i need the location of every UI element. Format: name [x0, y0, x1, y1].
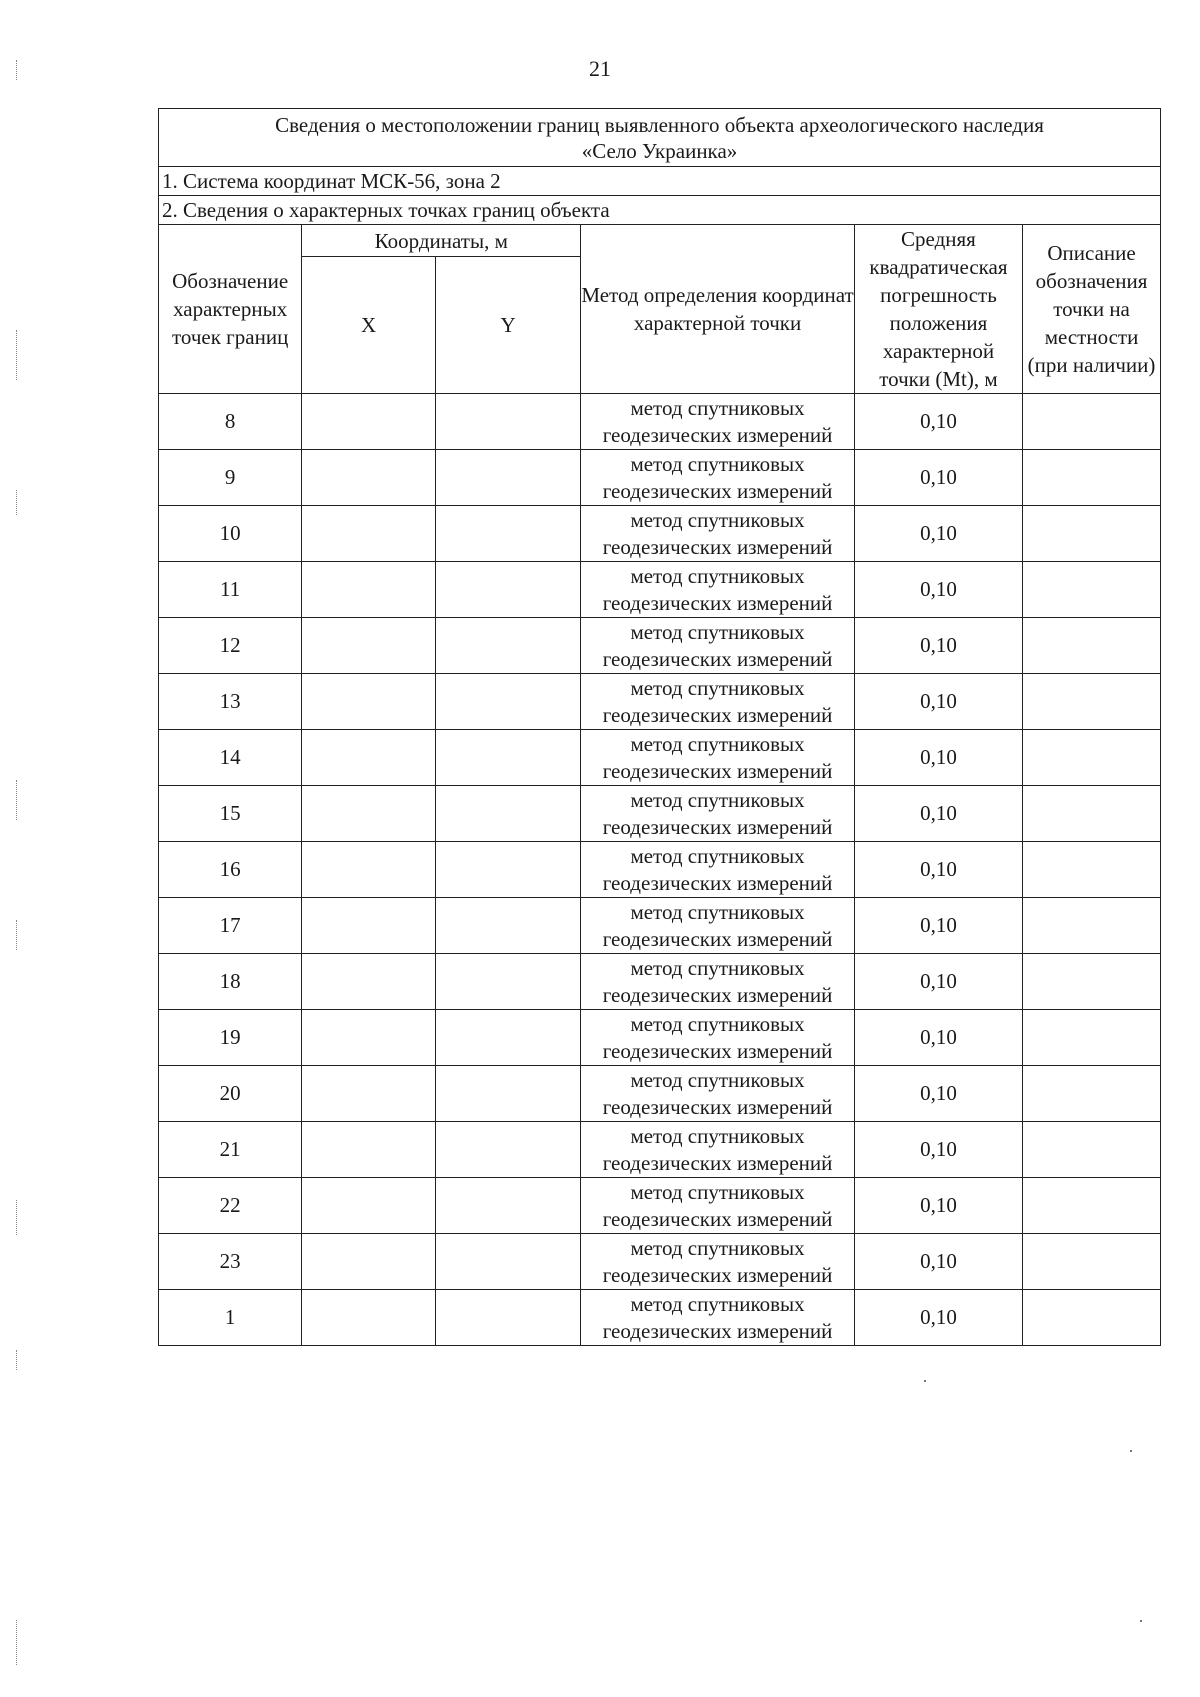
method-line-1: метод спутниковых — [630, 451, 805, 476]
header-x: X — [302, 257, 436, 394]
cell-method — [581, 1066, 855, 1122]
cell-description — [1023, 450, 1161, 506]
cell-point: 10 — [159, 506, 302, 562]
cell-description — [1023, 394, 1161, 450]
scan-margin-mark — [16, 60, 23, 80]
table-body — [159, 394, 1161, 1346]
document-sheet — [158, 108, 1161, 1346]
cell-error: 0,10 — [854, 1066, 1022, 1122]
header-error: Средняя квадратическая погрешность положения характерной точки (Mt), м — [854, 225, 1022, 394]
scan-margin-mark — [16, 330, 23, 380]
method-line-1: метод спутниковых — [630, 395, 805, 420]
cell-y — [435, 1290, 580, 1346]
cell-method — [581, 1290, 855, 1346]
cell-error: 0,10 — [854, 562, 1022, 618]
method-line-2: геодезических измерений — [602, 814, 833, 839]
cell-method — [581, 506, 855, 562]
cell-point: 15 — [159, 786, 302, 842]
cell-point: 21 — [159, 1122, 302, 1178]
cell-y — [435, 1066, 580, 1122]
cell-method — [581, 562, 855, 618]
cell-x — [302, 1010, 436, 1066]
cell-error: 0,10 — [854, 674, 1022, 730]
cell-error: 0,10 — [854, 1010, 1022, 1066]
cell-description — [1023, 786, 1161, 842]
cell-error: 0,10 — [854, 1234, 1022, 1290]
cell-method — [581, 618, 855, 674]
method-line-2: геодезических измерений — [602, 534, 833, 559]
method-line-2: геодезических измерений — [602, 1318, 833, 1343]
cell-x — [302, 1122, 436, 1178]
cell-y — [435, 954, 580, 1010]
method-line-1: метод спутниковых — [630, 1011, 805, 1036]
cell-error: 0,10 — [854, 618, 1022, 674]
cell-point: 14 — [159, 730, 302, 786]
cell-y — [435, 506, 580, 562]
cell-description — [1023, 1234, 1161, 1290]
cell-error: 0,10 — [854, 954, 1022, 1010]
table-row — [159, 1234, 1161, 1290]
table-row — [159, 1010, 1161, 1066]
method-line-1: метод спутниковых — [630, 731, 805, 756]
table-row — [159, 394, 1161, 450]
method-line-2: геодезических измерений — [602, 590, 833, 615]
method-line-2: геодезических измерений — [602, 982, 833, 1007]
document-title — [159, 109, 1160, 167]
cell-x — [302, 562, 436, 618]
cell-point: 1 — [159, 1290, 302, 1346]
cell-method — [581, 1122, 855, 1178]
cell-description — [1023, 1178, 1161, 1234]
cell-description — [1023, 1010, 1161, 1066]
cell-point: 17 — [159, 898, 302, 954]
scan-speck — [1140, 1620, 1142, 1622]
scan-speck — [924, 1380, 926, 1382]
cell-y — [435, 786, 580, 842]
cell-x — [302, 842, 436, 898]
cell-method — [581, 1234, 855, 1290]
method-line-1: метод спутниковых — [630, 1235, 805, 1260]
scan-margin-mark — [16, 490, 23, 515]
scan-margin-mark — [16, 1620, 23, 1665]
method-line-1: метод спутниковых — [630, 619, 805, 644]
cell-y — [435, 562, 580, 618]
cell-error: 0,10 — [854, 842, 1022, 898]
cell-y — [435, 618, 580, 674]
cell-description — [1023, 730, 1161, 786]
method-line-2: геодезических измерений — [602, 870, 833, 895]
title-line-2: «Село Украинка» — [581, 139, 738, 163]
cell-y — [435, 1122, 580, 1178]
cell-y — [435, 394, 580, 450]
cell-error: 0,10 — [854, 786, 1022, 842]
method-line-1: метод спутниковых — [630, 507, 805, 532]
method-line-1: метод спутниковых — [630, 1067, 805, 1092]
cell-y — [435, 730, 580, 786]
cell-y — [435, 450, 580, 506]
cell-method — [581, 730, 855, 786]
method-line-2: геодезических измерений — [602, 1150, 833, 1175]
cell-error: 0,10 — [854, 450, 1022, 506]
method-line-1: метод спутниковых — [630, 899, 805, 924]
cell-description — [1023, 842, 1161, 898]
table-row — [159, 898, 1161, 954]
cell-point: 20 — [159, 1066, 302, 1122]
method-line-2: геодезических измерений — [602, 758, 833, 783]
table-row — [159, 506, 1161, 562]
cell-point: 19 — [159, 1010, 302, 1066]
cell-error: 0,10 — [854, 730, 1022, 786]
cell-method — [581, 842, 855, 898]
method-line-2: геодезических измерений — [602, 1262, 833, 1287]
cell-x — [302, 1178, 436, 1234]
cell-point: 12 — [159, 618, 302, 674]
table-row — [159, 450, 1161, 506]
cell-method — [581, 1010, 855, 1066]
cell-method — [581, 450, 855, 506]
cell-error: 0,10 — [854, 1178, 1022, 1234]
cell-description — [1023, 898, 1161, 954]
cell-x — [302, 954, 436, 1010]
cell-error: 0,10 — [854, 1290, 1022, 1346]
cell-error: 0,10 — [854, 506, 1022, 562]
cell-x — [302, 1234, 436, 1290]
cell-method — [581, 1178, 855, 1234]
method-line-2: геодезических измерений — [602, 1206, 833, 1231]
header-designation: Обозначение характерных точек границ — [159, 225, 302, 394]
method-line-1: метод спутниковых — [630, 955, 805, 980]
table-row — [159, 674, 1161, 730]
cell-point: 9 — [159, 450, 302, 506]
cell-description — [1023, 1066, 1161, 1122]
header-description: Описание обозначения точки на местности (при наличии) — [1023, 225, 1161, 394]
method-line-1: метод спутниковых — [630, 675, 805, 700]
cell-x — [302, 618, 436, 674]
cell-x — [302, 786, 436, 842]
cell-description — [1023, 506, 1161, 562]
cell-point: 11 — [159, 562, 302, 618]
cell-method — [581, 898, 855, 954]
table-row — [159, 1290, 1161, 1346]
method-line-2: геодезических измерений — [602, 702, 833, 727]
scan-speck — [1130, 1450, 1132, 1452]
cell-description — [1023, 562, 1161, 618]
cell-description — [1023, 674, 1161, 730]
cell-point: 22 — [159, 1178, 302, 1234]
coordinate-system-line: 1. Система координат МСК-56, зона 2 — [159, 167, 1160, 196]
cell-method — [581, 394, 855, 450]
cell-description — [1023, 954, 1161, 1010]
cell-point: 23 — [159, 1234, 302, 1290]
cell-y — [435, 898, 580, 954]
cell-x — [302, 1290, 436, 1346]
cell-x — [302, 1066, 436, 1122]
header-coordinates: Координаты, м — [302, 225, 581, 257]
header-method: Метод определения координат характерной точки — [581, 225, 855, 394]
table-header-block — [158, 108, 1161, 225]
cell-x — [302, 506, 436, 562]
cell-error: 0,10 — [854, 898, 1022, 954]
cell-point: 18 — [159, 954, 302, 1010]
cell-point: 8 — [159, 394, 302, 450]
scan-margin-mark — [16, 1350, 23, 1370]
cell-y — [435, 1178, 580, 1234]
boundary-points-table — [158, 225, 1161, 1346]
points-section-line: 2. Сведения о характерных точках границ объекта — [159, 196, 1160, 225]
cell-y — [435, 674, 580, 730]
page-number: 21 — [589, 56, 611, 81]
method-line-2: геодезических измерений — [602, 646, 833, 671]
scan-margin-mark — [16, 920, 23, 950]
cell-x — [302, 394, 436, 450]
method-line-2: геодезических измерений — [602, 926, 833, 951]
method-line-1: метод спутниковых — [630, 1123, 805, 1148]
table-row — [159, 842, 1161, 898]
cell-x — [302, 730, 436, 786]
table-row — [159, 618, 1161, 674]
method-line-1: метод спутниковых — [630, 1179, 805, 1204]
cell-point: 13 — [159, 674, 302, 730]
method-line-2: геодезических измерений — [602, 1038, 833, 1063]
cell-method — [581, 674, 855, 730]
table-row — [159, 730, 1161, 786]
cell-y — [435, 1010, 580, 1066]
scan-margin-mark — [16, 780, 23, 820]
table-row — [159, 786, 1161, 842]
table-row — [159, 1066, 1161, 1122]
cell-x — [302, 674, 436, 730]
cell-description — [1023, 618, 1161, 674]
cell-y — [435, 1234, 580, 1290]
table-row — [159, 562, 1161, 618]
cell-description — [1023, 1122, 1161, 1178]
cell-method — [581, 954, 855, 1010]
title-line-1: Сведения о местоположении границ выявленного объекта археологического наследия — [275, 113, 1044, 137]
cell-x — [302, 450, 436, 506]
table-row — [159, 1122, 1161, 1178]
method-line-1: метод спутниковых — [630, 1291, 805, 1316]
cell-y — [435, 842, 580, 898]
table-row — [159, 1178, 1161, 1234]
method-line-2: геодезических измерений — [602, 1094, 833, 1119]
cell-method — [581, 786, 855, 842]
method-line-1: метод спутниковых — [630, 563, 805, 588]
method-line-2: геодезических измерений — [602, 422, 833, 447]
cell-x — [302, 898, 436, 954]
header-y: Y — [435, 257, 580, 394]
table-row — [159, 954, 1161, 1010]
scan-margin-mark — [16, 1200, 23, 1235]
cell-error: 0,10 — [854, 1122, 1022, 1178]
method-line-2: геодезических измерений — [602, 478, 833, 503]
cell-error: 0,10 — [854, 394, 1022, 450]
method-line-1: метод спутниковых — [630, 787, 805, 812]
cell-description — [1023, 1290, 1161, 1346]
cell-point: 16 — [159, 842, 302, 898]
method-line-1: метод спутниковых — [630, 843, 805, 868]
